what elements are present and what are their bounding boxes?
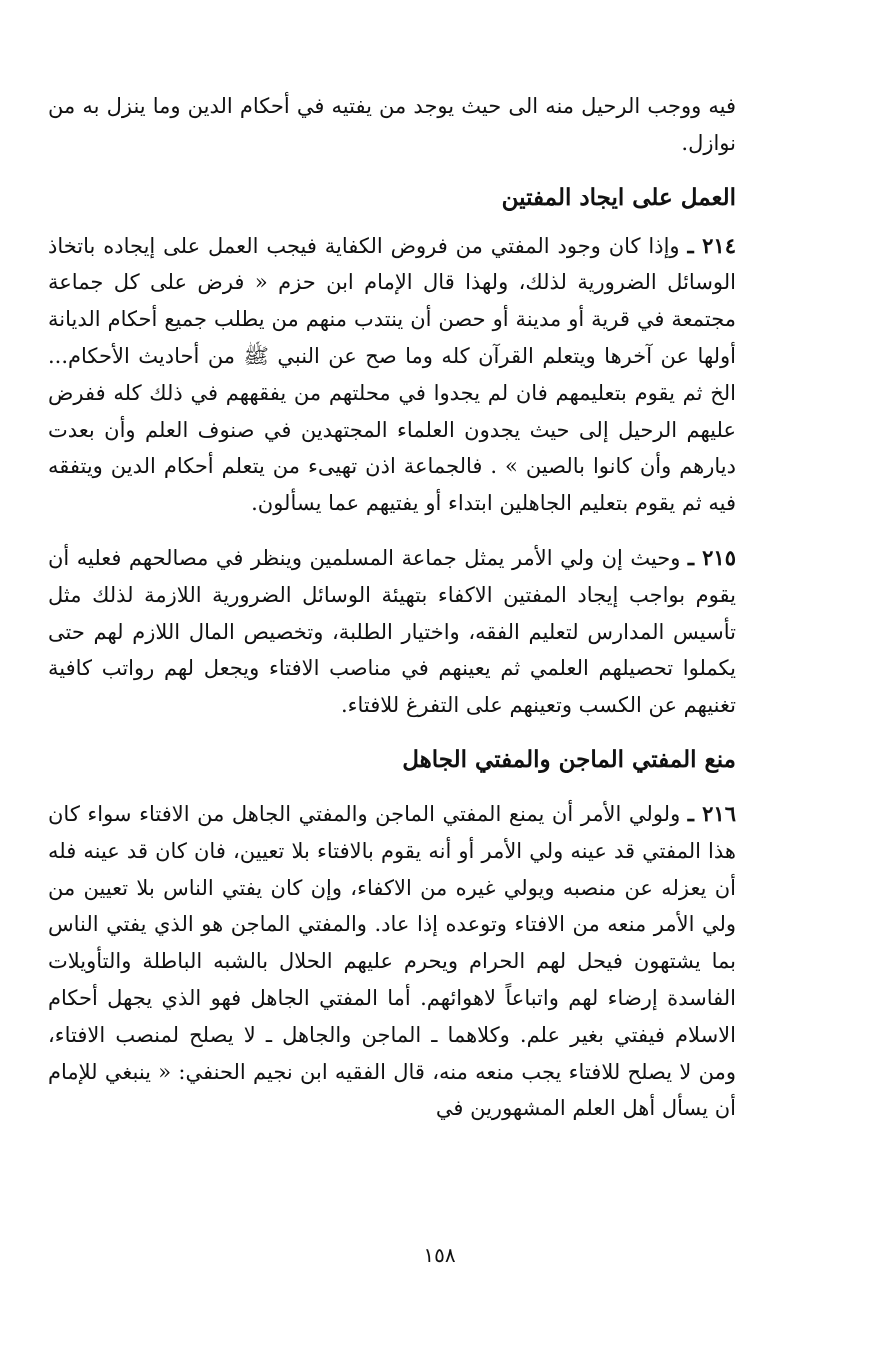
intro-paragraph: فيه ووجب الرحيل منه الى حيث يوجد من يفتيه في أحكام الدين وما ينزل به من نوازل.: [48, 94, 736, 155]
paragraph-number-215: ٢١٥ ـ: [687, 544, 736, 570]
paragraph-216: [48, 796, 736, 1127]
paragraph-215: [48, 540, 736, 724]
paragraph-214-text: وإذا كان وجود المفتي من فروض الكفاية فيجب العمل على إيجاده باتخاذ الوسائل الضرورية لذلك، ولهذا قال الإمام ابن حزم « فرض على كل جماعة مجتمعة في قرية أو مدينة أو حصن أن ينتدب منهم من يطلب جميع أحكام الديانة أولها عن آخرها ويتعلم القرآن كله وما صح عن النبي ﷺ من أحاديث الأحكام... الخ ثم يقوم بتعليمهم فان لم يجدوا في محلتهم من يفقههم في ذلك كله ففرض عليهم الرحيل إلى حيث يجدون العلماء المجتهدين في صنوف العلم وأن بعدت ديارهم وأن كانوا بالصين » . فالجماعة اذن تهيىء من يتعلم أحكام الدين ويتفقه فيه ثم يقوم بتعليم الجاهلين ابتداء أو يفتيهم عما يسألون.: [48, 233, 736, 516]
paragraph-216-text: ولولي الأمر أن يمنع المفتي الماجن والمفتي الجاهل من الافتاء سواء كان هذا المفتي قد عينه ولي الأمر أو أنه يقوم بالافتاء بلا تعيين، فان كان قد عينه فله أن يعزله عن منصبه ويولي غيره من الاكفاء، وإن كان يفتي الناس بلا تعيين من ولي الأمر منعه من الافتاء وتوعده إذا عاد. والمفتي الماجن هو الذي يفتي الناس بما يشتهون فيحل لهم الحرام ويحرم عليهم الحلال بالشبه الباطلة والتأويلات الفاسدة إرضاء لهم واتباعاً لاهوائهم. أما المفتي الجاهل فهو الذي يجهل أحكام الاسلام فيفتي بغير علم. وكلاهما ـ الماجن والجاهل ـ لا يصلح لمنصب الافتاء، ومن لا يصلح للافتاء يجب منعه منه، قال الفقيه ابن نجيم الحنفي: « ينبغي للإمام أن يسأل أهل العلم المشهورين في: [48, 801, 736, 1121]
paragraph-number-216: ٢١٦ ـ: [687, 800, 736, 826]
paragraph-214: [48, 228, 736, 522]
section-heading-ban-muftis: منع المفتي الماجن والمفتي الجاهل: [402, 745, 736, 773]
section-heading-finding-muftis: العمل على ايجاد المفتين: [501, 183, 736, 211]
paragraph-215-text: وحيث إن ولي الأمر يمثل جماعة المسلمين وينظر في مصالحهم فعليه أن يقوم بواجب إيجاد المفتين الاكفاء بتهيئة الوسائل الضرورية اللازمة لذلك مثل تأسيس المدارس لتعليم الفقه، واختيار الطلبة، وتخصيص المال اللازم لهم حتى يكملوا تحصيلهم العلمي ثم يعينهم في مناصب الافتاء ويجعل لهم رواتب كافية تغنيهم عن الكسب وتعينهم على التفرغ للافتاء.: [48, 545, 736, 718]
page-body: [48, 88, 736, 1127]
paragraph-number-214: ٢١٤ ـ: [687, 232, 736, 258]
page-number: ١٥٨: [423, 1243, 456, 1267]
